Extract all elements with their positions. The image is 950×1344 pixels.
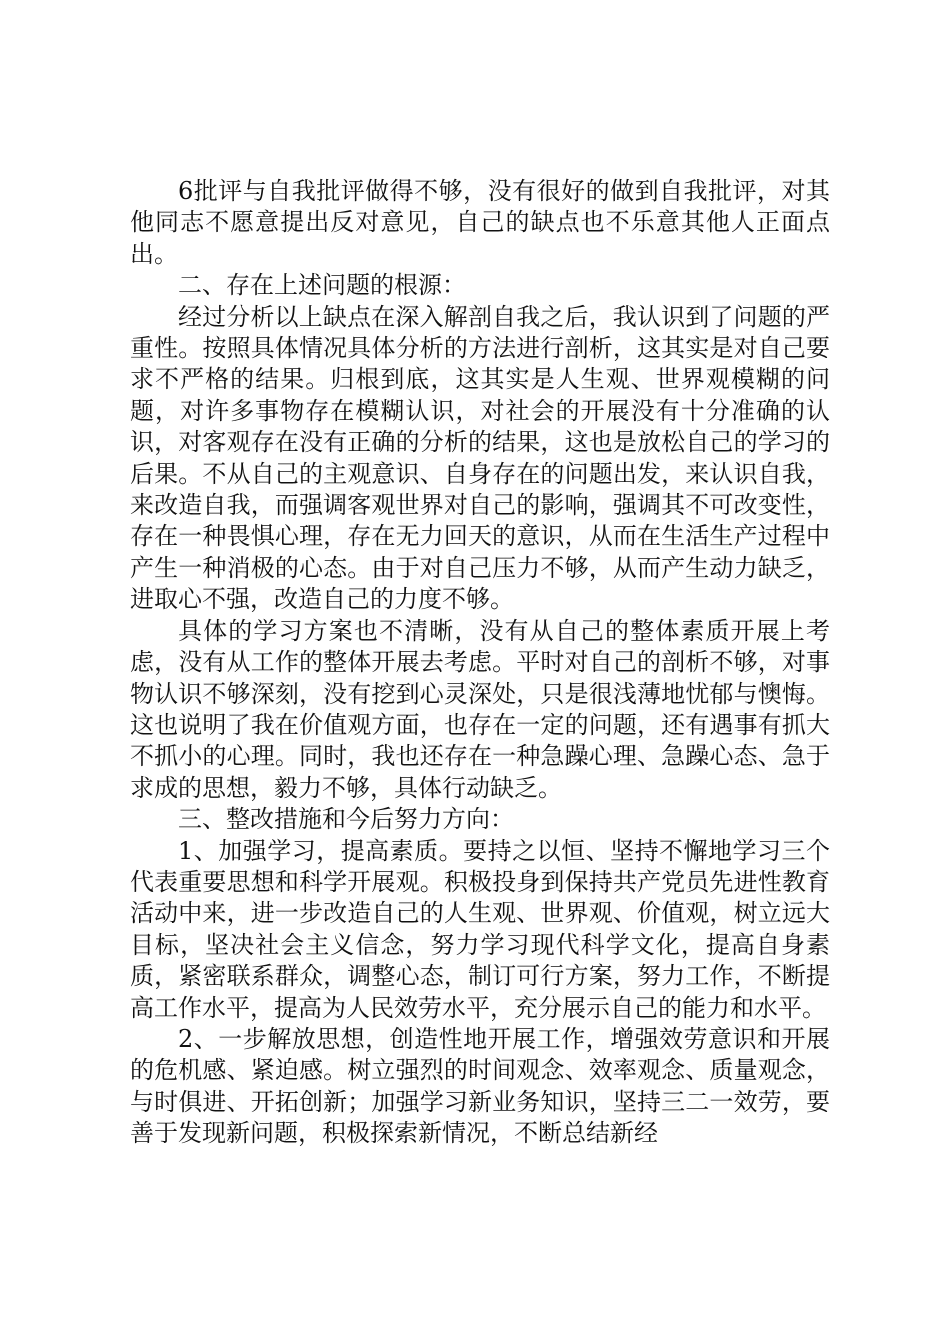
heading-rectification-measures: 三、整改措施和今后努力方向： bbox=[178, 805, 514, 834]
paragraph-measure-1: 1、加强学习，提高素质。要持之以恒、坚持不懈地学习三个代表重要思想和科学开展观。积极投身到保持共产党员先进性教育活动中来，进一步改造自己的人生观、世界观、价值观，树立远大目标，坚决社会主义信念，努力学习现代科学文化，提高自身素质，紧密联系群众，调整心态，制订可行方案，努力工作，不断提高工作水平，提高为人民效劳水平，充分展示自己的能力和水平。 bbox=[130, 836, 830, 1022]
paragraph-analysis: 经过分析以上缺点在深入解剖自我之后，我认识到了问题的严重性。按照具体情况具体分析的方法进行剖析，这其实是对自己要求不严格的结果。归根到底，这其实是人生观、世界观模糊的问题，对许多事物存在模糊认识，对社会的开展没有十分准确的认识，对客观存在没有正确的分析的结果，这也是放松自己的学习的后果。不从自己的主观意识、自身存在的问题出发，来认识自我，来改造自我，而强调客观世界对自己的影响，强调其不可改变性，存在一种畏惧心理，存在无力回天的意识，从而在生活生产过程中产生一种消极的心态。由于对自己压力不够，从而产生动力缺乏，进取心不强，改造自己的力度不够。 bbox=[130, 302, 830, 614]
document-body bbox=[130, 176, 830, 1150]
paragraph-measure-2: 2、一步解放思想，创造性地开展工作，增强效劳意识和开展的危机感、紧迫感。树立强烈的时间观念、效率观念、质量观念，与时俱进、开拓创新；加强学习新业务知识，坚持三二一效劳，要善于发现新问题，积极探索新情况，不断总结新经 bbox=[130, 1024, 830, 1148]
paragraph-study-plan: 具体的学习方案也不清晰，没有从自己的整体素质开展上考虑，没有从工作的整体开展去考虑。平时对自己的剖析不够，对事物认识不够深刻，没有挖到心灵深处，只是很浅薄地忧郁与懊悔。这也说明了我在价值观方面，也存在一定的问题，还有遇事有抓大不抓小的心理。同时，我也还存在一种急躁心理、急躁心态、急于求成的思想，毅力不够，具体行动缺乏。 bbox=[130, 616, 830, 802]
heading-root-causes: 二、存在上述问题的根源： bbox=[178, 271, 466, 300]
paragraph-self-criticism: 6批评与自我批评做得不够，没有很好的做到自我批评，对其他同志不愿意提出反对意见，自己的缺点也不乐意其他人正面点出。 bbox=[130, 177, 830, 268]
